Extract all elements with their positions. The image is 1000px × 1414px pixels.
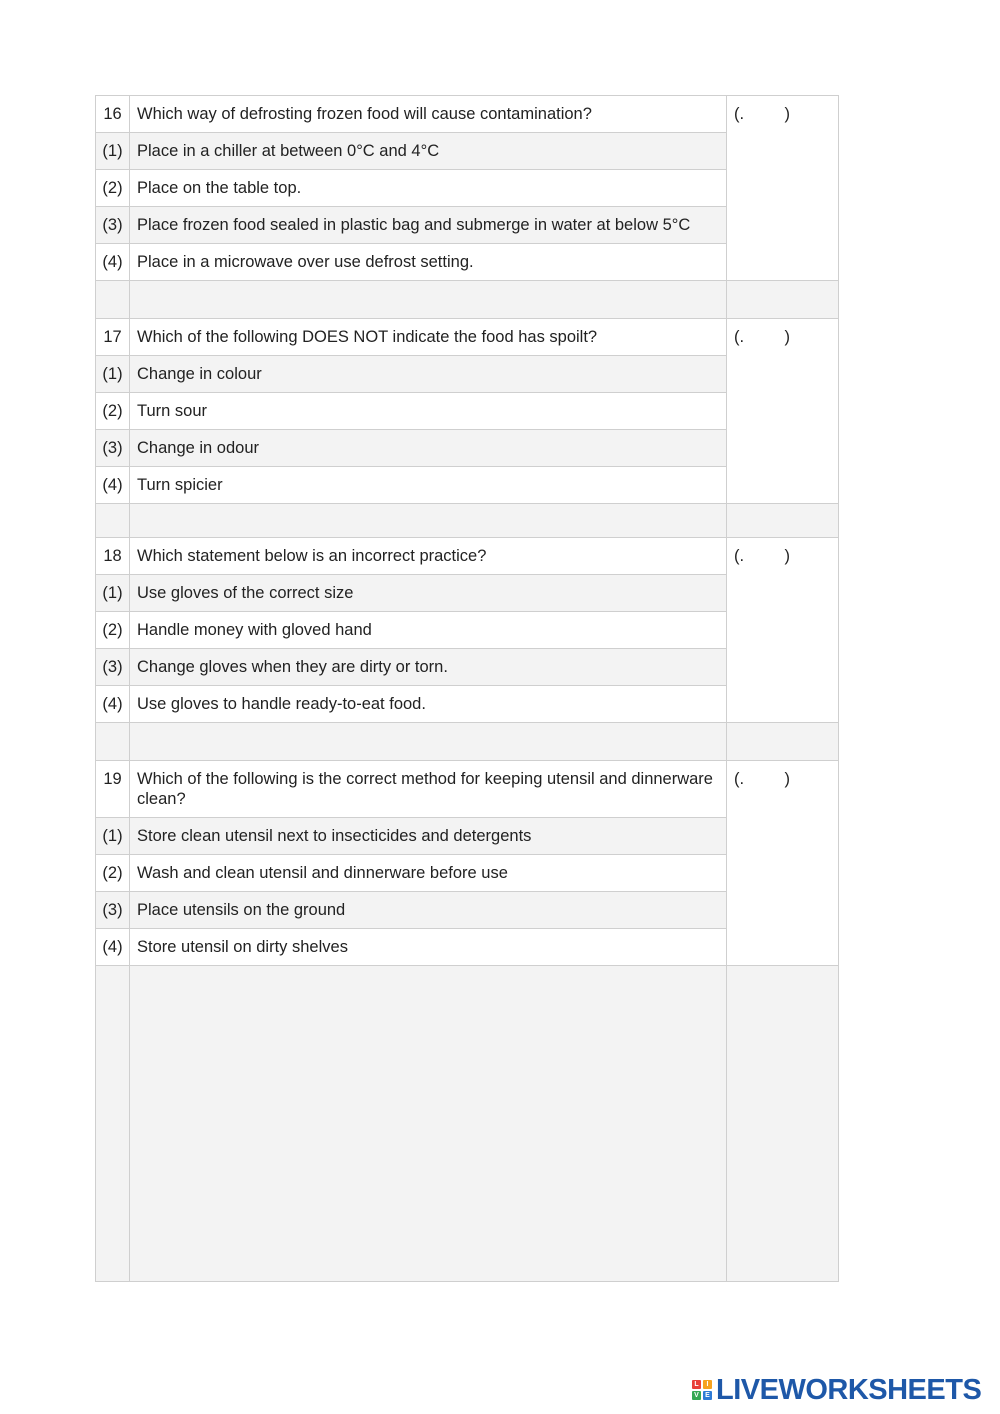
option-text: Place utensils on the ground — [130, 892, 727, 929]
option-label: (4) — [96, 467, 130, 504]
option-text: Handle money with gloved hand — [130, 612, 727, 649]
answer-open-paren: (. — [734, 105, 745, 123]
question-number: 18 — [96, 538, 130, 575]
option-label: (3) — [96, 649, 130, 686]
logo-wordmark: LIVEWORKSHEETS — [716, 1373, 982, 1406]
option-label: (4) — [96, 244, 130, 281]
option-label: (1) — [96, 818, 130, 855]
option-label: (2) — [96, 612, 130, 649]
answer-box[interactable] — [727, 538, 839, 723]
answer-open-paren: (. — [734, 328, 745, 346]
spacer-row — [96, 723, 839, 761]
option-text: Store utensil on dirty shelves — [130, 929, 727, 966]
answer-open-paren: (. — [734, 770, 745, 788]
option-text: Change gloves when they are dirty or torn. — [130, 649, 727, 686]
option-text: Use gloves of the correct size — [130, 575, 727, 612]
answer-close-paren: ) — [784, 770, 790, 788]
option-text: Turn spicier — [130, 467, 727, 504]
spacer-row — [96, 966, 839, 1282]
question-text: Which of the following is the correct method for keeping utensil and dinnerware clean? — [130, 761, 727, 818]
answer-close-paren: ) — [784, 547, 790, 565]
question-row — [96, 761, 839, 818]
live-badge-icon: L I V E — [692, 1380, 712, 1400]
option-text: Place frozen food sealed in plastic bag and submerge in water at below 5°C — [130, 207, 727, 244]
question-number: 16 — [96, 96, 130, 133]
question-row — [96, 96, 839, 133]
option-label: (2) — [96, 855, 130, 892]
option-label: (2) — [96, 393, 130, 430]
answer-box[interactable] — [727, 96, 839, 281]
answer-box[interactable] — [727, 761, 839, 966]
question-row — [96, 319, 839, 356]
option-text: Use gloves to handle ready-to-eat food. — [130, 686, 727, 723]
option-label: (4) — [96, 929, 130, 966]
option-text: Place on the table top. — [130, 170, 727, 207]
option-label: (3) — [96, 892, 130, 929]
spacer-row — [96, 281, 839, 319]
question-number: 17 — [96, 319, 130, 356]
answer-close-paren: ) — [784, 105, 790, 123]
option-label: (3) — [96, 207, 130, 244]
worksheet-table — [95, 95, 839, 1282]
question-text: Which of the following DOES NOT indicate the food has spoilt? — [130, 319, 727, 356]
option-text: Store clean utensil next to insecticides and detergents — [130, 818, 727, 855]
option-text: Place in a microwave over use defrost setting. — [130, 244, 727, 281]
spacer-row — [96, 504, 839, 538]
question-row — [96, 538, 839, 575]
option-text: Turn sour — [130, 393, 727, 430]
option-label: (4) — [96, 686, 130, 723]
answer-open-paren: (. — [734, 547, 745, 565]
option-label: (1) — [96, 356, 130, 393]
option-text: Place in a chiller at between 0°C and 4°C — [130, 133, 727, 170]
question-number: 19 — [96, 761, 130, 818]
answer-box[interactable] — [727, 319, 839, 504]
option-label: (1) — [96, 575, 130, 612]
option-text: Wash and clean utensil and dinnerware before use — [130, 855, 727, 892]
option-text: Change in odour — [130, 430, 727, 467]
liveworksheets-logo — [692, 1372, 981, 1408]
question-text: Which way of defrosting frozen food will cause contamination? — [130, 96, 727, 133]
option-text: Change in colour — [130, 356, 727, 393]
option-label: (3) — [96, 430, 130, 467]
answer-close-paren: ) — [784, 328, 790, 346]
option-label: (2) — [96, 170, 130, 207]
option-label: (1) — [96, 133, 130, 170]
question-text: Which statement below is an incorrect practice? — [130, 538, 727, 575]
